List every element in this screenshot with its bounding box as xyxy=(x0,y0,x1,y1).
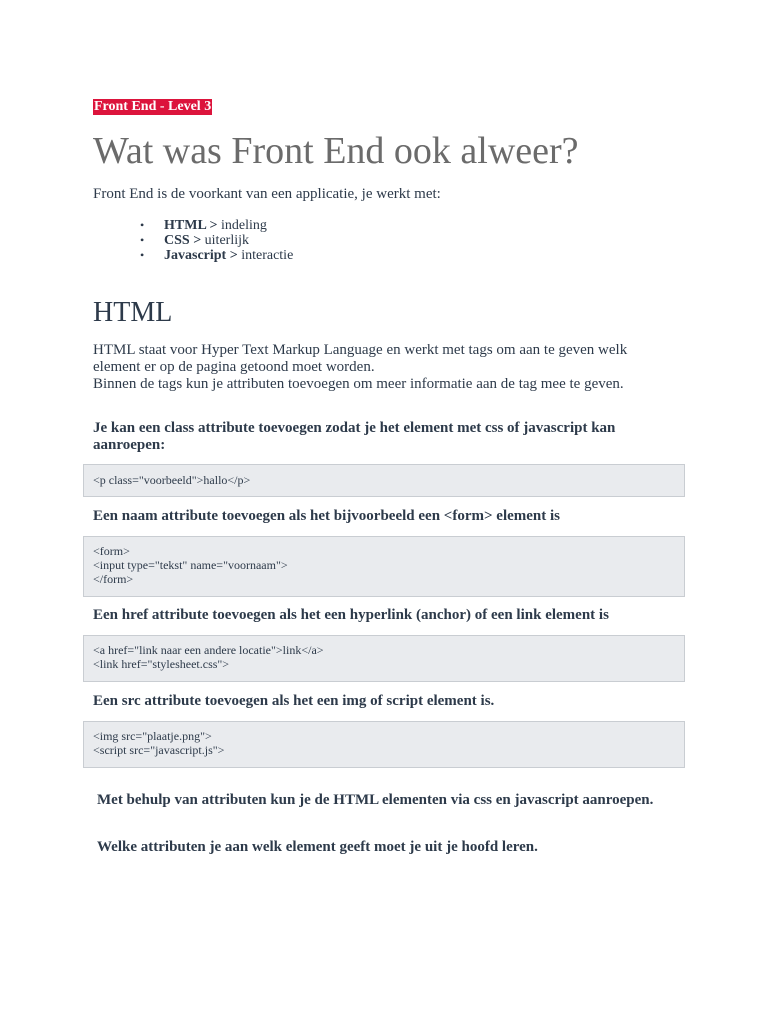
tech-term: HTML xyxy=(164,218,207,233)
section-heading-html: HTML xyxy=(93,297,173,328)
tech-separator: > xyxy=(189,233,205,248)
description-line: element er op de pagina getoond moet worden. xyxy=(93,359,375,375)
tech-separator: > xyxy=(226,248,242,263)
html-description xyxy=(93,342,673,393)
example-label-class: Je kan een class attribute toevoegen zodat je het element met css of javascript kan aanroepen: xyxy=(93,420,616,453)
tech-desc: interactie xyxy=(241,248,294,263)
bullet-icon: • xyxy=(140,233,145,247)
example-label-src: Een src attribute toevoegen als het een img of script element is. xyxy=(93,693,495,709)
list-item xyxy=(140,248,293,263)
code-line: <script src="javascript.js"> xyxy=(93,743,225,757)
description-line: HTML staat voor Hyper Text Markup Language en werkt met tags om aan te geven welk xyxy=(93,342,628,358)
bullet-icon: • xyxy=(140,218,145,232)
code-line: <link href="stylesheet.css"> xyxy=(93,657,230,671)
tech-term: CSS xyxy=(164,233,190,248)
description-line: Binnen de tags kun je attributen toevoegen om meer informatie aan de tag mee te geven. xyxy=(93,376,624,392)
code-line: <p class="voorbeeld">hallo</p> xyxy=(93,473,251,487)
note-memorize: Welke attributen je aan welk element geeft moet je uit je hoofd leren. xyxy=(97,839,538,855)
tech-term: Javascript xyxy=(164,248,227,263)
code-block-form xyxy=(83,536,685,597)
list-item xyxy=(140,218,293,233)
code-block-src xyxy=(83,721,685,768)
code-line: </form> xyxy=(93,572,134,586)
tech-desc: uiterlijk xyxy=(204,233,249,248)
list-item xyxy=(140,233,293,248)
bullet-icon: • xyxy=(140,248,145,262)
code-line: <input type="tekst" name="voornaam"> xyxy=(93,558,288,572)
code-line: <form> xyxy=(93,544,130,558)
note-attributes: Met behulp van attributen kun je de HTML elementen via css en javascript aanroepen. xyxy=(97,792,654,808)
example-label-name: Een naam attribute toevoegen als het bijvoorbeeld een <form> element is xyxy=(93,508,561,524)
page-title: Wat was Front End ook alweer? xyxy=(93,130,579,172)
tech-separator: > xyxy=(206,218,221,233)
example-label-href: Een href attribute toevoegen als het een hyperlink (anchor) of een link element is xyxy=(93,607,609,623)
tech-list xyxy=(140,218,293,263)
code-line: <img src="plaatje.png"> xyxy=(93,729,212,743)
intro-text: Front End is de voorkant van een applicatie, je werkt met: xyxy=(93,186,441,202)
code-line: <a href="link naar een andere locatie">link</a> xyxy=(93,643,324,657)
level-badge: Front End - Level 3 xyxy=(94,99,212,114)
code-block-link xyxy=(83,635,685,682)
code-block-class xyxy=(83,464,685,497)
tech-desc: indeling xyxy=(221,218,267,233)
